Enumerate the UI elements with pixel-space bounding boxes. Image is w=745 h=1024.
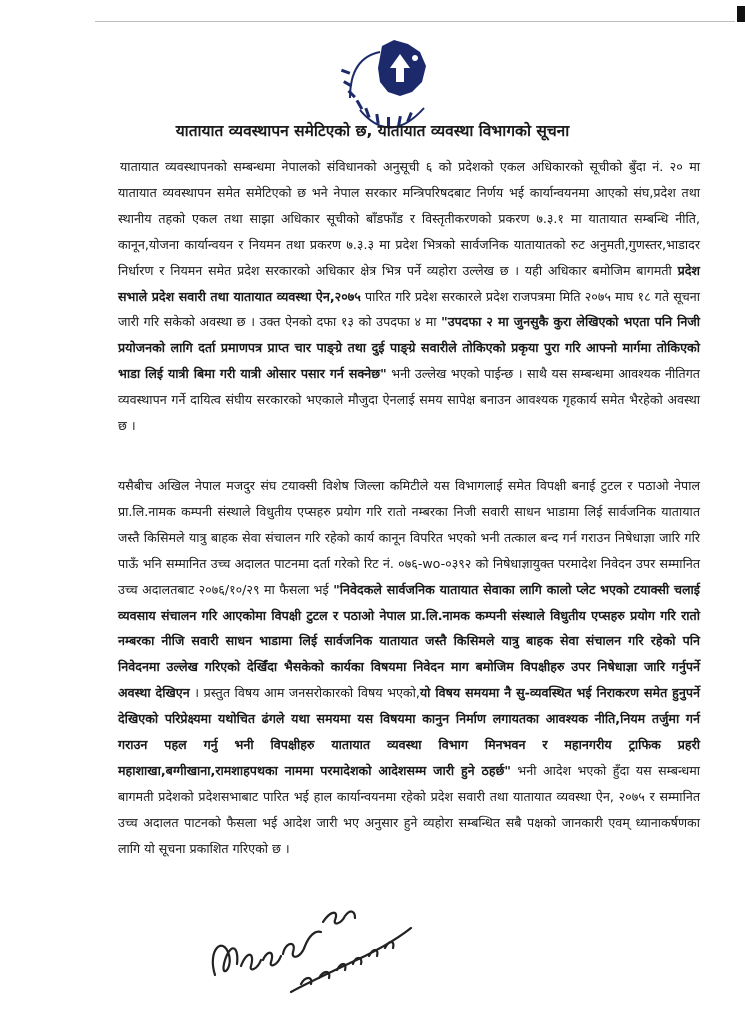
paragraph1-segment: पारित गरि प्रदेश सरकारले प्रदेश राजपत्रमा मिति २०७५ माघ १८ गते सूचना जारी गरि सकेको अवस्था छ । उक्त ऐनको दफा १३ को उपदफा ४ मा [118, 288, 700, 330]
paragraph2-segment: भनी आदेश भएको हुँदा यस सम्बन्धमा बागमती प्रदेशको प्रदेशसभाबाट पारित भई हाल कार्यान्वयनमा रहेको प्रदेश सवारी तथा यातायात व्यवस्था ऐन, २०७५ र सम्मानित उच्च अदालत पाटनको फैसला भई आदेश जारी भए अनुसार हुने व्यहोरा सम्बन्धित सबै पक्षको जानकारी एवम् ध्यानाकर्षणका लागि यो सूचना प्रकाशित गरिएको छ । [118, 762, 700, 856]
paragraph1-segment: भनी उल्लेख भएको पाईन्छ । साथै यस सम्बन्धमा आवश्यक नीतिगत व्यवस्थापन गर्ने दायित्व संघीय सरकारको भएकाले मौजुदा ऐनलाई समय सापेक्ष बनाउन आवश्यक गृहकार्य समेत भैरहेको अवस्था छ । [118, 366, 700, 434]
paragraph2-segment: । प्रस्तुत विषय आम जनसरोकारको विषय भएको, [189, 685, 420, 701]
scan-edge-mark [737, 6, 745, 22]
paragraph2-segment: "निवेदकले सार्वजनिक यातायात सेवाका लागि कालो प्लेट भएको टयाक्सी चलाई व्यवसाय संचालन गरि आएकोमा विपक्षी टुटल र पठाओ नेपाल प्रा.लि.नामक कम्पनी संस्थाले विधुतीय एप्सहरु प्रयोग गरि रातो नम्बरका नीजि सवारी साधन भाडामा लिई सार्वजनिक यातायात जस्तै किसिमले यात्रु बाहक सेवा संचालन गरि रहेको पनि निवेदनमा उल्लेख गरिएको देखिँदा भैसकेको कार्यका विषयमा निवेदन माग बमोजिम विपक्षीहरु उपर निषेधाज्ञा जारि गर्नुपर्ने अवस्था देखिएन [118, 581, 700, 701]
top-divider [95, 21, 735, 22]
paragraph2-segment: यो विषय समयमा नै सु-व्यवस्थित भई निराकरण समेत हुनुपर्ने देखिएको परिप्रेक्ष्यमा यथोचित ढंगले यथा समयमा यस विषयमा कानुन निर्माण लगायतका आवश्यक नीति,नियम तर्जुमा गर्न गराउन पहल गर्नु भनी विपक्षीहरु यातायात व्यवस्था विभाग मिनभवन र महानगरीय ट्राफिक प्रहरी महाशाखा,बग्गीखाना,रामशाहपथका नाममा परमादेशको आदेशसम्म जारी हुने ठहर्छ" [118, 685, 700, 778]
paragraph1-segment: "उपदफा २ मा जुनसुकै कुरा लेखिएको भएता पनि निजी प्रयोजनको लागि दर्ता प्रमाणपत्र प्राप्त चार पाङ्ग्रे तथा दुई पाङ्ग्रे सवारीले तोकिएको प्रकृया पुरा गरि आफ्नो मार्गमा तोकिएको भाडा लिई यात्री बिमा गरी यात्री ओसार पसार गर्न सक्नेछ" [118, 314, 700, 382]
notice-paragraph-1 [118, 154, 700, 439]
paragraph1-segment: प्रदेश सभाले प्रदेश सवारी तथा यातायात व्यवस्था ऐन,२०७५ [118, 262, 700, 304]
notice-paragraph-2 [118, 473, 700, 862]
paragraph1-segment: यातायात व्यवस्थापनको सम्बन्धमा नेपालको संविधानको अनुसूची ६ को प्रदेशको एकल अधिकारको सूचीको बुँदा नं. २० मा यातायात व्यवस्थापन समेत समेटिएको छ भने नेपाल सरकार मन्त्रिपरिषदबाट निर्णय भई कार्यान्वयनमा आएको संघ,प्रदेश तथा स्थानीय तहको एकल तथा साझा अधिकार सूचीको बाँडफाँड र विस्तृतीकरणको प्रकरण ७.३.१ मा यातायात सम्बन्धि नीति, कानून,योजना कार्यान्वयन र नियमन तथा प्रकरण ७.३.३ मा प्रदेश भित्रको सार्वजनिक यातायातको रुट अनुमती,गुणस्तर,भाडादर निर्धारण र नियमन समेत प्रदेश सरकारको अधिकार क्षेत्र भित्र पर्ने व्यहोरा उल्लेख छ । यही अधिकार बमोजिम बागमती [118, 159, 700, 278]
paragraph2-segment: यसैबीच अखिल नेपाल मजदुर संघ टयाक्सी विशेष जिल्ला कमिटीले यस विभागलाई समेत विपक्षी बनाई टुटल र पठाओ नेपाल प्रा.लि.नामक कम्पनी संस्थाले विधुतीय एप्सहरु प्रयोग गरि रातो नम्बरका निजी सवारी साधन भाडामा लिई सार्वजनिक यातायात जस्तै किसिमले यात्रु बाहक सेवा संचालन गरि रहेको कार्य कानून विपरित भएको भनी तत्काल बन्द गर्न गराउन निषेधाज्ञा जारि गरि पाऊँ भनि सम्मानित उच्च अदालत पाटनमा दर्ता गरेको रिट नं. ०७६-wo-०३९२ को निषेधाज्ञायुक्त परमादेश निवेदन उपर सम्मानित उच्च अदालतबाट २०७६/१०/२९ मा फैसला भई [118, 478, 700, 597]
notice-title: यातायात व्यवस्थापन समेटिएको छ, यातायात व्यवस्था विभागको सूचना [175, 122, 570, 140]
handwritten-signature [205, 880, 415, 1000]
